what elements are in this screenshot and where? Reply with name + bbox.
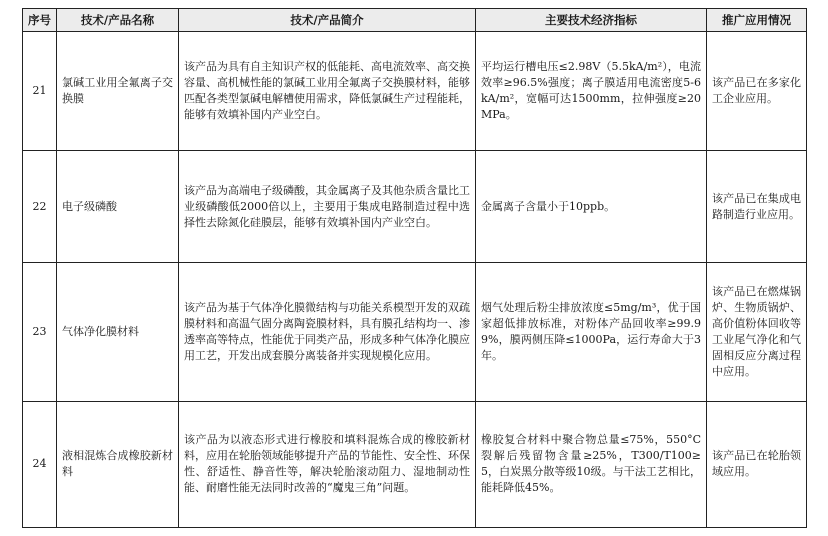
row-application: 该产品已在集成电路制造行业应用。 xyxy=(707,150,807,263)
row-intro: 该产品为具有自主知识产权的低能耗、高电流效率、高交换容量、高机械性能的氯碱工业用全氟离子交换膜材料，能够匹配各类型氯碱电解槽使用需求，降低氯碱生产过程能耗，能够有效填补国内产业空白。 xyxy=(179,32,476,151)
row-seq: 23 xyxy=(23,263,57,402)
header-name: 技术/产品名称 xyxy=(57,9,179,32)
row-seq: 21 xyxy=(23,32,57,151)
row-name: 氯碱工业用全氟离子交换膜 xyxy=(57,32,179,151)
row-intro: 该产品为高端电子级磷酸，其金属离子及其他杂质含量比工业级磷酸低2000倍以上，主要用于集成电路制造过程中选择性去除氮化硅膜层，能够有效填补国内产业空白。 xyxy=(179,150,476,263)
row-seq: 22 xyxy=(23,150,57,263)
row-name: 电子级磷酸 xyxy=(57,150,179,263)
row-name: 液相混炼合成橡胶新材料 xyxy=(57,401,179,527)
row-name: 气体净化膜材料 xyxy=(57,263,179,402)
header-seq: 序号 xyxy=(23,9,57,32)
table-row xyxy=(23,150,807,263)
table-row xyxy=(23,32,807,151)
table-row xyxy=(23,401,807,527)
row-indicators: 烟气处理后粉尘排放浓度≤5mg/m³，优于国家超低排放标准，对粉体产品回收率≥99.99%，膜两侧压降≤1000Pa，运行寿命大于3年。 xyxy=(476,263,707,402)
table-row xyxy=(23,263,807,402)
header-application: 推广应用情况 xyxy=(707,9,807,32)
row-seq: 24 xyxy=(23,401,57,527)
row-application: 该产品已在轮胎领域应用。 xyxy=(707,401,807,527)
row-indicators: 金属离子含量小于10ppb。 xyxy=(476,150,707,263)
table-header-row xyxy=(23,9,807,32)
row-indicators: 平均运行槽电压≤2.98V（5.5kA/m²），电流效率≥96.5%强度；离子膜适用电流密度5-6kA/m²，宽幅可达1500mm，拉伸强度≥20MPa。 xyxy=(476,32,707,151)
row-application: 该产品已在多家化工企业应用。 xyxy=(707,32,807,151)
row-application: 该产品已在燃煤锅炉、生物质锅炉、高价值粉体回收等工业尾气净化和气固相反应分离过程中应用。 xyxy=(707,263,807,402)
header-intro: 技术/产品简介 xyxy=(179,9,476,32)
row-indicators: 橡胶复合材料中聚合物总量≤75%，550°C裂解后残留物含量≥25%，T300/T100≥5，白炭黑分散等级10级。与干法工艺相比，能耗降低45%。 xyxy=(476,401,707,527)
row-intro: 该产品为以液态形式进行橡胶和填料混炼合成的橡胶新材料，应用在轮胎领域能够提升产品的节能性、安全性、环保性、舒适性、静音性等，解决轮胎滚动阻力、湿地制动性能、耐磨性能无法同时改善的“魔鬼三角”问题。 xyxy=(179,401,476,527)
catalog-table xyxy=(22,8,807,528)
row-intro: 该产品为基于气体净化膜微结构与功能关系模型开发的双疏膜材料和高温气固分离陶瓷膜材料，具有膜孔结构均一、渗透率高等特点，性能优于同类产品，形成多种气体净化膜应用工艺，开发出成套膜分离装备并实现规模化应用。 xyxy=(179,263,476,402)
header-indicators: 主要技术经济指标 xyxy=(476,9,707,32)
